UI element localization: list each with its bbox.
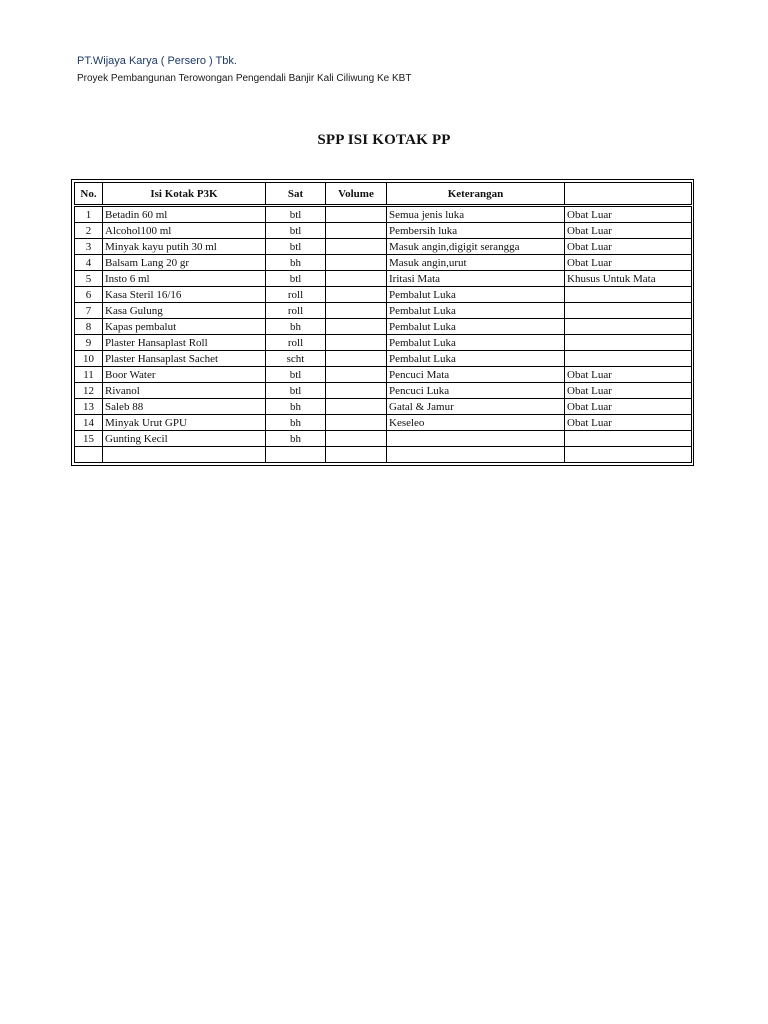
column-header-remarks: Keterangan bbox=[387, 183, 565, 206]
cell-remarks: Keseleo bbox=[387, 415, 565, 431]
cell-volume bbox=[326, 255, 387, 271]
table-row bbox=[75, 447, 692, 463]
cell-item: Plaster Hansaplast Roll bbox=[103, 335, 266, 351]
column-header-item: Isi Kotak P3K bbox=[103, 183, 266, 206]
project-name: Proyek Pembangunan Terowongan Pengendali Banjir Kali Ciliwung Ke KBT bbox=[77, 73, 412, 84]
cell-remarks: Pembalut Luka bbox=[387, 335, 565, 351]
cell-no: 10 bbox=[75, 351, 103, 367]
cell-volume bbox=[326, 271, 387, 287]
cell-remarks: Masuk angin,urut bbox=[387, 255, 565, 271]
cell-unit: bh bbox=[266, 255, 326, 271]
cell-extra: Khusus Untuk Mata bbox=[565, 271, 692, 287]
cell-volume bbox=[326, 239, 387, 255]
cell-remarks: Pembalut Luka bbox=[387, 287, 565, 303]
cell-extra bbox=[565, 303, 692, 319]
table-row bbox=[75, 303, 692, 319]
table-row bbox=[75, 367, 692, 383]
cell-volume bbox=[326, 303, 387, 319]
cell-no: 3 bbox=[75, 239, 103, 255]
cell-extra bbox=[565, 351, 692, 367]
cell-remarks: Pencuci Mata bbox=[387, 367, 565, 383]
cell-extra: Obat Luar bbox=[565, 223, 692, 239]
cell-no bbox=[75, 447, 103, 463]
cell-unit: scht bbox=[266, 351, 326, 367]
table-row bbox=[75, 335, 692, 351]
cell-no: 4 bbox=[75, 255, 103, 271]
cell-extra: Obat Luar bbox=[565, 415, 692, 431]
cell-extra: Obat Luar bbox=[565, 383, 692, 399]
cell-unit: bh bbox=[266, 431, 326, 447]
first-aid-table bbox=[74, 182, 692, 463]
cell-unit: btl bbox=[266, 383, 326, 399]
cell-item: Kapas pembalut bbox=[103, 319, 266, 335]
column-header-extra bbox=[565, 183, 692, 206]
table-row bbox=[75, 351, 692, 367]
cell-unit: btl bbox=[266, 223, 326, 239]
cell-unit: btl bbox=[266, 271, 326, 287]
cell-volume bbox=[326, 335, 387, 351]
cell-volume bbox=[326, 383, 387, 399]
cell-no: 8 bbox=[75, 319, 103, 335]
cell-no: 14 bbox=[75, 415, 103, 431]
column-header-unit: Sat bbox=[266, 183, 326, 206]
table-row bbox=[75, 431, 692, 447]
column-header-volume: Volume bbox=[326, 183, 387, 206]
table-header-row bbox=[75, 183, 692, 206]
table-row bbox=[75, 239, 692, 255]
cell-item: Rivanol bbox=[103, 383, 266, 399]
cell-unit: roll bbox=[266, 335, 326, 351]
cell-no: 1 bbox=[75, 206, 103, 223]
cell-item: Kasa Steril 16/16 bbox=[103, 287, 266, 303]
cell-extra bbox=[565, 287, 692, 303]
cell-extra bbox=[565, 431, 692, 447]
cell-remarks: Pembalut Luka bbox=[387, 303, 565, 319]
cell-item: Insto 6 ml bbox=[103, 271, 266, 287]
cell-unit: btl bbox=[266, 367, 326, 383]
table-row bbox=[75, 206, 692, 223]
cell-extra: Obat Luar bbox=[565, 399, 692, 415]
cell-volume bbox=[326, 287, 387, 303]
cell-item: Balsam Lang 20 gr bbox=[103, 255, 266, 271]
cell-volume bbox=[326, 367, 387, 383]
cell-unit: btl bbox=[266, 206, 326, 223]
cell-item: Alcohol100 ml bbox=[103, 223, 266, 239]
cell-item: Minyak kayu putih 30 ml bbox=[103, 239, 266, 255]
cell-no: 5 bbox=[75, 271, 103, 287]
table-row bbox=[75, 319, 692, 335]
column-header-no: No. bbox=[75, 183, 103, 206]
cell-remarks: Masuk angin,digigit serangga bbox=[387, 239, 565, 255]
cell-item: Minyak Urut GPU bbox=[103, 415, 266, 431]
cell-extra: Obat Luar bbox=[565, 255, 692, 271]
company-name: PT.Wijaya Karya ( Persero ) Tbk. bbox=[77, 55, 237, 67]
cell-volume bbox=[326, 415, 387, 431]
cell-unit: roll bbox=[266, 303, 326, 319]
cell-no: 12 bbox=[75, 383, 103, 399]
cell-remarks: Pencuci Luka bbox=[387, 383, 565, 399]
document-title: SPP ISI KOTAK PP bbox=[317, 132, 451, 148]
cell-extra: Obat Luar bbox=[565, 367, 692, 383]
cell-remarks: Pembersih luka bbox=[387, 223, 565, 239]
cell-unit: bh bbox=[266, 415, 326, 431]
table-row bbox=[75, 223, 692, 239]
cell-no: 13 bbox=[75, 399, 103, 415]
cell-volume bbox=[326, 447, 387, 463]
cell-remarks: Pembalut Luka bbox=[387, 319, 565, 335]
table-row bbox=[75, 399, 692, 415]
cell-volume bbox=[326, 399, 387, 415]
cell-no: 2 bbox=[75, 223, 103, 239]
cell-volume bbox=[326, 431, 387, 447]
cell-item: Kasa Gulung bbox=[103, 303, 266, 319]
cell-remarks: Pembalut Luka bbox=[387, 351, 565, 367]
table-row bbox=[75, 383, 692, 399]
cell-item: Plaster Hansaplast Sachet bbox=[103, 351, 266, 367]
cell-item: Boor Water bbox=[103, 367, 266, 383]
table-row bbox=[75, 415, 692, 431]
cell-extra bbox=[565, 335, 692, 351]
cell-remarks bbox=[387, 431, 565, 447]
cell-unit: btl bbox=[266, 239, 326, 255]
cell-extra bbox=[565, 447, 692, 463]
cell-no: 11 bbox=[75, 367, 103, 383]
cell-no: 7 bbox=[75, 303, 103, 319]
cell-unit: bh bbox=[266, 319, 326, 335]
cell-no: 6 bbox=[75, 287, 103, 303]
cell-volume bbox=[326, 351, 387, 367]
cell-unit bbox=[266, 447, 326, 463]
cell-remarks: Iritasi Mata bbox=[387, 271, 565, 287]
cell-remarks bbox=[387, 447, 565, 463]
cell-item: Gunting Kecil bbox=[103, 431, 266, 447]
cell-unit: bh bbox=[266, 399, 326, 415]
cell-remarks: Semua jenis luka bbox=[387, 206, 565, 223]
cell-item: Betadin 60 ml bbox=[103, 206, 266, 223]
cell-extra: Obat Luar bbox=[565, 206, 692, 223]
table-row bbox=[75, 255, 692, 271]
cell-extra: Obat Luar bbox=[565, 239, 692, 255]
cell-volume bbox=[326, 319, 387, 335]
table-row bbox=[75, 287, 692, 303]
table-body bbox=[75, 206, 692, 463]
cell-item bbox=[103, 447, 266, 463]
cell-item: Saleb 88 bbox=[103, 399, 266, 415]
cell-no: 15 bbox=[75, 431, 103, 447]
cell-volume bbox=[326, 206, 387, 223]
table-row bbox=[75, 271, 692, 287]
cell-volume bbox=[326, 223, 387, 239]
cell-extra bbox=[565, 319, 692, 335]
cell-unit: roll bbox=[266, 287, 326, 303]
cell-remarks: Gatal & Jamur bbox=[387, 399, 565, 415]
cell-no: 9 bbox=[75, 335, 103, 351]
first-aid-table-frame bbox=[71, 179, 694, 466]
